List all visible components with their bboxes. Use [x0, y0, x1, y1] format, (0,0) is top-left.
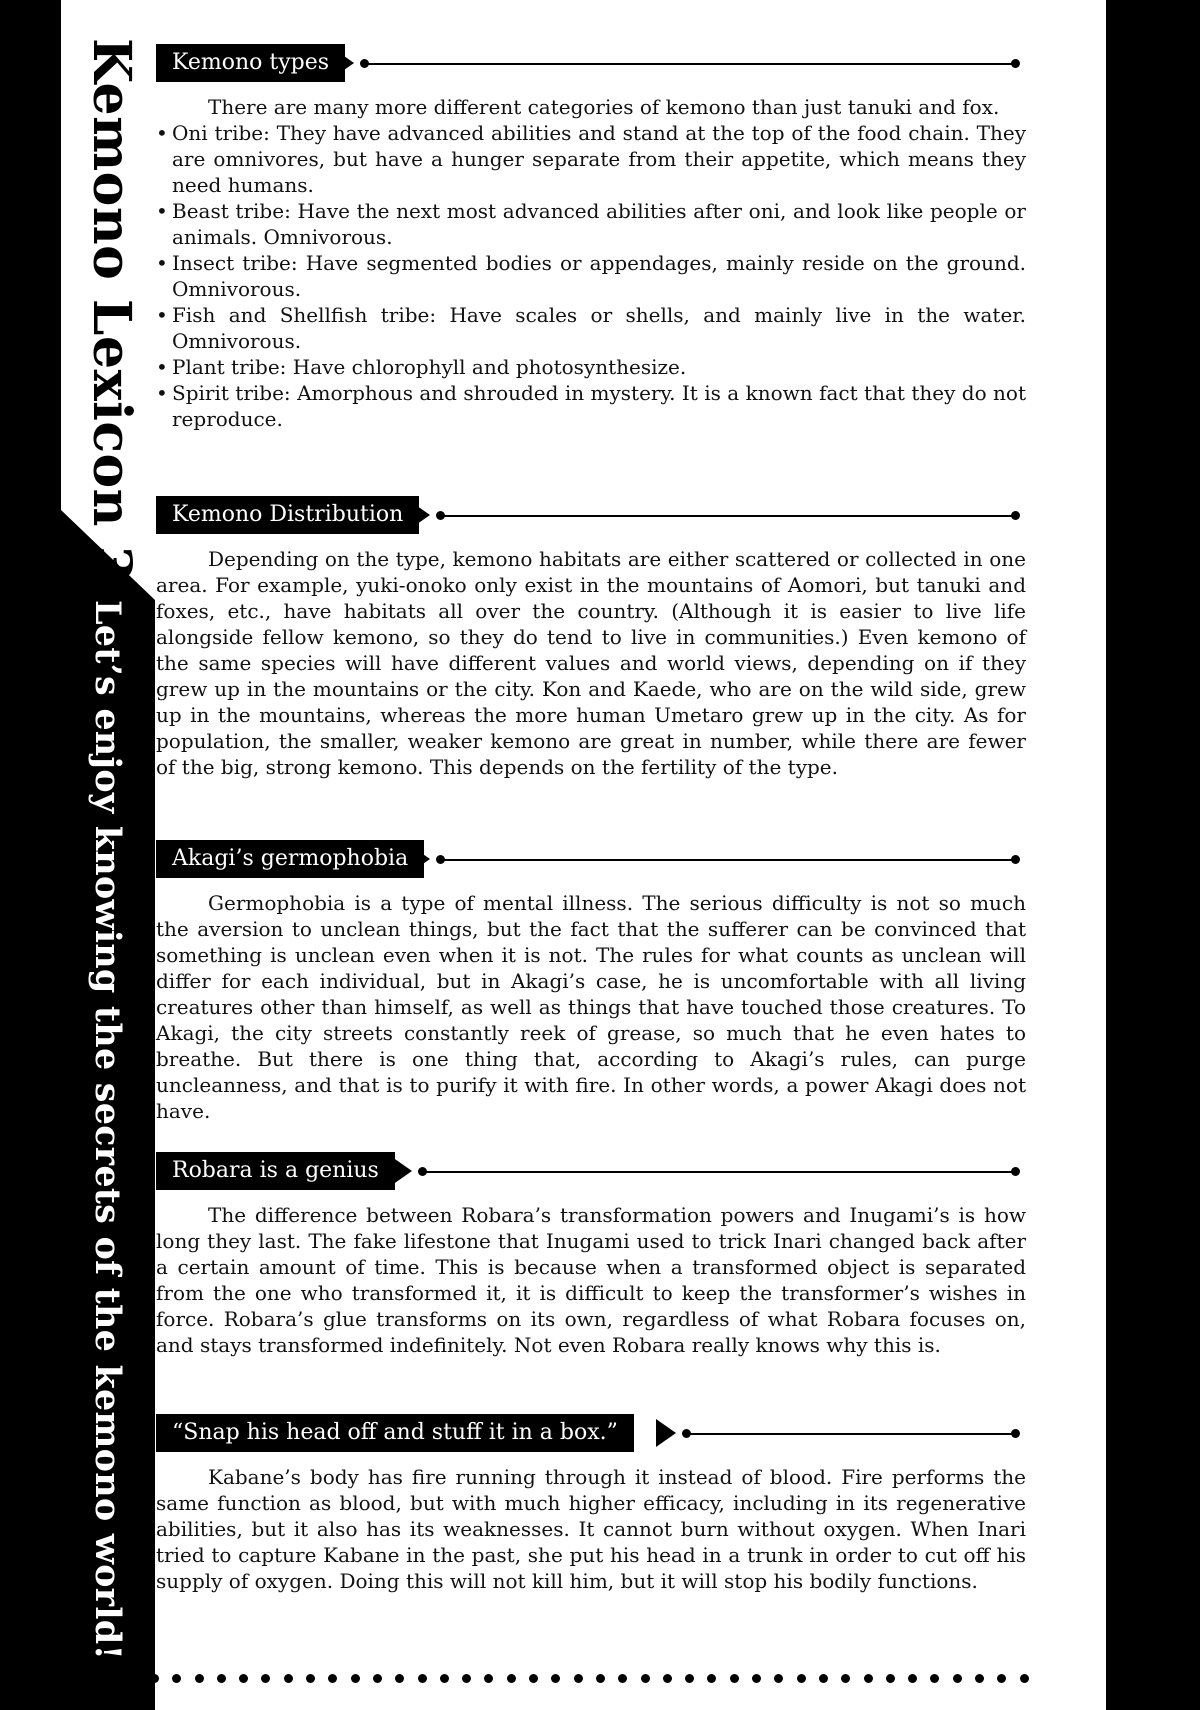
section-kemono-types [156, 44, 1026, 432]
dot-icon [529, 1674, 538, 1683]
dot-icon [752, 1674, 761, 1683]
dot-icon [663, 1674, 672, 1683]
bottom-dot-border [150, 1674, 1050, 1690]
arrow-icon [410, 845, 430, 873]
section-heading [156, 496, 1026, 536]
dot-icon [774, 1674, 783, 1683]
heading-label: Kemono types [156, 44, 345, 82]
dot-icon [373, 1674, 382, 1683]
heading-label: Kemono Distribution [156, 496, 419, 534]
paragraph: Germophobia is a type of mental illness. The serious difficulty is not so much the aversion to unclean things, but the fact that the sufferer can be convinced that something is unclean even when it is not. The rules for what counts as unclean will differ for each individual, but in Akagi’s case, he is uncomfortable with all living creatures other than himself, as well as things that have touched those creatures. To Akagi, the city streets constantly reek of grease, so much that he even hates to breathe. But there is one thing that, according to Akagi’s rules, can purge uncleanness, and that is to purify it with fire. In other words, a power Akagi does not have. [156, 891, 1026, 1123]
dot-icon [975, 1674, 984, 1683]
dot-icon [195, 1674, 204, 1683]
dot-icon [841, 1674, 850, 1683]
list-item: • Plant tribe: Have chlorophyll and photosynthesize. [156, 354, 1026, 380]
dot-icon [908, 1674, 917, 1683]
section-body [156, 84, 1026, 432]
dot-icon [1011, 511, 1020, 520]
dot-icon [462, 1674, 471, 1683]
section-kemono-distribution [156, 496, 1026, 780]
dot-icon [730, 1674, 739, 1683]
section-snap-quote [156, 1414, 1026, 1594]
section-body [156, 536, 1026, 780]
dot-icon [1011, 1429, 1020, 1438]
divider [444, 515, 1016, 517]
dot-icon [484, 1674, 493, 1683]
dot-icon [217, 1674, 226, 1683]
heading-label: Akagi’s germophobia [156, 840, 424, 878]
list-item: • Beast tribe: Have the next most advanced abilities after oni, and look like people or animals. Omnivorous. [156, 198, 1026, 250]
section-akagi-germophobia [156, 840, 1026, 1124]
section-heading [156, 44, 1026, 84]
dot-icon [507, 1674, 516, 1683]
lexicon-subtitle: Let’s enjoy knowing the secrets of the kemono world! [87, 600, 128, 1661]
dot-icon [819, 1674, 828, 1683]
dot-icon [574, 1674, 583, 1683]
dot-icon [150, 1674, 159, 1683]
lexicon-title: Kemono Lexicon 3 [81, 38, 142, 583]
dot-icon [261, 1674, 270, 1683]
dot-icon [641, 1674, 650, 1683]
dot-icon [864, 1674, 873, 1683]
dot-icon [707, 1674, 716, 1683]
arrow-icon [334, 49, 354, 77]
divider [426, 1171, 1016, 1173]
arrow-icon [656, 1419, 676, 1447]
section-body [156, 880, 1026, 1124]
divider [368, 63, 1016, 65]
paragraph: Depending on the type, kemono habitats are either scattered or collected in one area. For example, yuki-onoko only exist in the mountains of Aomori, but tanuki and foxes, etc., have habitats all over the country. (Although it is easier to live life alongside fellow kemono, so they do tend to live in communities.) Even kemono of the same species will have different values and world views, depending on if they grew up in the mountains or the city. Kon and Kaede, who are on the wild side, grew up in the mountains, whereas the more human Umetaro grew up in the city. As for population, the smaller, weaker kemono are great in number, while there are fewer of the big, strong kemono. This depends on the fertility of the type. [156, 547, 1026, 779]
dot-icon [953, 1674, 962, 1683]
dot-icon [328, 1674, 337, 1683]
list-item: • Oni tribe: They have advanced abilities and stand at the top of the food chain. They are omnivores, but have a hunger separate from their appetite, which means they need humans. [156, 120, 1026, 198]
section-body [156, 1192, 1026, 1358]
list-item: • Fish and Shellfish tribe: Have scales or shells, and mainly live in the water. Omnivorous. [156, 302, 1026, 354]
dot-icon [551, 1674, 560, 1683]
section-heading [156, 1152, 1026, 1192]
dot-icon [306, 1674, 315, 1683]
dot-icon [685, 1674, 694, 1683]
dot-icon [997, 1674, 1006, 1683]
section-robara-genius [156, 1152, 1026, 1358]
dot-icon [1011, 855, 1020, 864]
paragraph: The difference between Robara’s transformation powers and Inugami’s is how long they last. The fake lifestone that Inugami used to trick Inari changed back after a certain amount of time. This is because when a transformed object is separated from the one who transformed it, it is difficult to keep the transformer’s wishes in force. Robara’s glue transforms on its own, regardless of what Robara focuses on, and stays transformed indefinitely. Not even Robara really knows why this is. [156, 1203, 1026, 1357]
dot-icon [440, 1674, 449, 1683]
heading-label: “Snap his head off and stuff it in a box.” [156, 1414, 634, 1452]
heading-label: Robara is a genius [156, 1152, 395, 1190]
arrow-icon [410, 501, 430, 529]
list-item: • Spirit tribe: Amorphous and shrouded in mystery. It is a known fact that they do not reproduce. [156, 380, 1026, 432]
section-heading [156, 840, 1026, 880]
dot-icon [418, 1674, 427, 1683]
divider [690, 1433, 1016, 1435]
paragraph: There are many more different categories of kemono than just tanuki and fox. [208, 95, 1000, 119]
dot-icon [395, 1674, 404, 1683]
dot-icon [172, 1674, 181, 1683]
dot-icon [1011, 59, 1020, 68]
dot-icon [239, 1674, 248, 1683]
dot-icon [930, 1674, 939, 1683]
dot-icon [1011, 1167, 1020, 1176]
divider [444, 859, 1016, 861]
dot-icon [1020, 1674, 1029, 1683]
dot-icon [351, 1674, 360, 1683]
dot-icon [596, 1674, 605, 1683]
list-item: • Insect tribe: Have segmented bodies or appendages, mainly reside on the ground. Omnivorous. [156, 250, 1026, 302]
dot-icon [886, 1674, 895, 1683]
paragraph: Kabane’s body has fire running through it instead of blood. Fire performs the same function as blood, but with much higher efficacy, including in its regenerative abilities, but it also has its weaknesses. It cannot burn without oxygen. When Inari tried to capture Kabane in the past, she put his head in a trunk in order to cut off his supply of oxygen. Doing this will not kill him, but it will stop his bodily functions. [156, 1465, 1026, 1593]
dot-icon [284, 1674, 293, 1683]
arrow-icon [392, 1157, 412, 1185]
dot-icon [618, 1674, 627, 1683]
dot-icon [797, 1674, 806, 1683]
section-body [156, 1454, 1026, 1594]
section-heading [156, 1414, 1026, 1454]
